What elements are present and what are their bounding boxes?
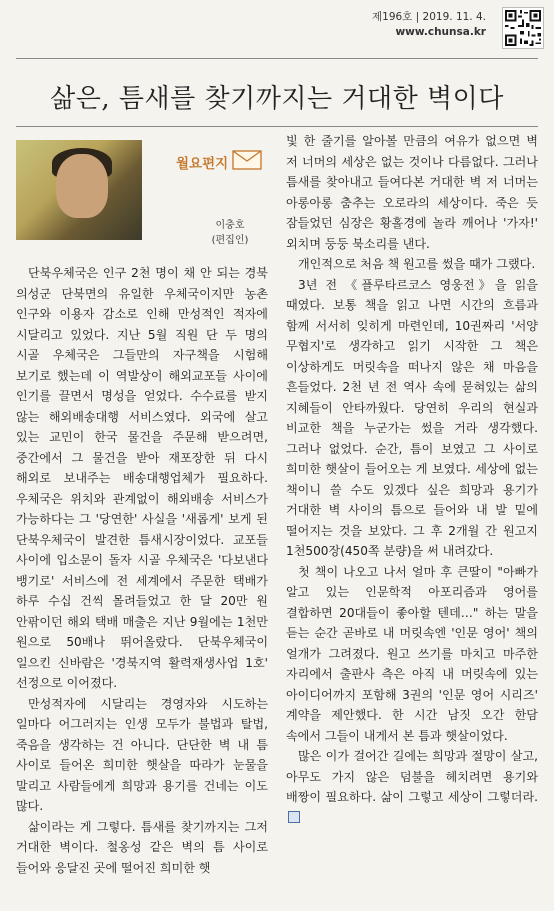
byline <box>200 218 260 248</box>
paragraph: 3년 전 《플루타르코스 영웅전》을 읽을 때였다. 보통 책을 읽고 나면 시간의 흐름과 함께 서서히 잊히게 마련인데, 10권짜리 '서양 무협지'로 생각하고 읽기 시작한 그 책은 이상하게도 머릿속을 떠나지 않은 채 마음을 흔들었다. 2천 년 전 역사 속에 묻혀있는 삶의 지혜들이 안타까웠다. 당연히 우리의 현실과 비교한 책을 누군가는 썼을 거라 생각했다. 그러나 없었다. 순간, 틈이 보였고 그 사이로 희미한 햇살이 들어오는 게 보였다. 세상에 없는 책이니 쓸 수도 있겠다 싶은 희망과 용기가 거대한 벽 사이의 틈으로 들어와 내 발 밑에 떨어지는 것을 보았다. 그 후 2개월 간 원고지 1천500장(450쪽 분량)을 써 내려갔다. <box>286 277 538 558</box>
qr-code-icon <box>502 7 544 49</box>
paragraph: 빛 한 줄기를 알아볼 만큼의 여유가 없으면 벽 저 너머의 세상은 없는 것이나 다름없다. 그러나 틈새를 찾아내고 들여다본 거대한 벽 저 너머는 아롱아롱 춤추는 오로라의 세상이다. 죽은 듯 잠들었던 심장은 황홀경에 놀라 깨어나 '가자!' 외치며 둥둥 북소리를 낸다. <box>286 134 538 251</box>
page-title: 삶은, 틈새를 찾기까지는 거대한 벽이다 <box>50 84 504 114</box>
issue-info: 제196호 | 2019. 11. 4. www.chunsa.kr <box>372 11 486 38</box>
author-photo <box>16 140 142 240</box>
paragraph: 첫 책이 나오고 나서 얼마 후 큰딸이 "아빠가 알고 있는 인문학적 아포리즘과 영어를 결합하면 20대들이 좋아할 텐데…" 하는 말을 듣는 순간 곧바로 내 머릿속엔 '인문 영어' 책의 얼개가 그려졌다. 원고 쓰기를 마치고 마주한 자리에서 출판사 측은 아직 내 머릿속에 있는 아이디어까지 포함해 3권의 '인문 영어 시리즈' 계약을 제안했다. 한 시간 남짓 오간 한담 속에서 그들이 내게서 본 틈과 햇살이었다. <box>286 564 538 743</box>
closing-text: 많은 이가 걸어간 길에는 희망과 절망이 살고, 아무도 가지 않은 덤불을 헤치려면 용기와 배짱이 필요하다. 삶이 그렇고 세상이 그렇더라. <box>286 749 538 804</box>
site-url[interactable]: www.chunsa.kr <box>395 26 486 38</box>
header-rule <box>16 58 538 59</box>
paragraph: 단북우체국은 인구 2천 명이 채 안 되는 경북 의성군 단북면의 유일한 우체국이지만 농촌 인구와 이용자 감소로 인해 만성적인 적자에 시달리고 있었다. 지난 5월 직원 단 두 명의 시골 우체국은 그들만의 자구책을 시험해 보기로 했는데 이 역발상이 해외교포들 사이에 인기를 끌면서 명성을 얻었다. 수수료를 받지 않는 해외배송대행 서비스였다. 외국에 살고 있는 교민이 한국 물건을 주문해 받으려면, 중간에서 그 물건을 받아 재포장한 뒤 다시 해외로 보내주는 배송대행업체가 필요하다. 우체국은 위치와 관계없이 해외배송 서비스가 가능하다는 그 '당연한' 사실을 '새롭게' 보게 된 단북우체국이 발견한 틈새시장이었다. 교포들 사이에 입소문이 돌자 시골 우체국은 '다보낸다 뱅기로' 서비스에 전 세계에서 주문한 택배가 하루 수십 건씩 몰려들었고 한 달 20만 원 안팎이던 해외 택배 매출은 지난 9월에는 1천만 원으로 50배나 뛰어올랐다. 단북우체국이 일으킨 신바람은 '경북지역 활력재생사업 1호' 선정으로 이어졌다. <box>16 266 268 690</box>
issue-date: 2019. 11. 4. <box>422 11 486 23</box>
right-column <box>286 131 538 828</box>
paragraph <box>286 746 538 828</box>
paragraph: 개인적으로 처음 책 원고를 썼을 때가 그랬다. <box>298 257 536 271</box>
paragraph: 만성적자에 시달리는 경영자와 시도하는 일마다 어그러지는 인생 모두가 불법과 탈법, 죽음을 생각하는 건 아니다. 단단한 벽 내 틈 사이로 들어온 희미한 햇살을 따라가 눈물을 말리고 사람들에게 희망과 용기를 건네는 이도 많다. <box>16 696 268 813</box>
title-rule <box>16 126 538 127</box>
end-mark-icon <box>288 811 300 823</box>
paragraph: 삶이라는 게 그렇다. 틈새를 찾기까지는 그저 거대한 벽이다. 철옹성 같은 벽의 틈 사이로 들어와 응달진 곳에 떨어진 희미한 햇 <box>16 819 268 875</box>
author-name: 이충호 <box>215 220 245 231</box>
left-column <box>16 263 268 878</box>
author-role: (편집인) <box>211 235 249 246</box>
column-label: 월요편지 <box>176 156 229 172</box>
issue-number: 제196호 <box>372 11 413 23</box>
envelope-icon <box>232 150 262 170</box>
